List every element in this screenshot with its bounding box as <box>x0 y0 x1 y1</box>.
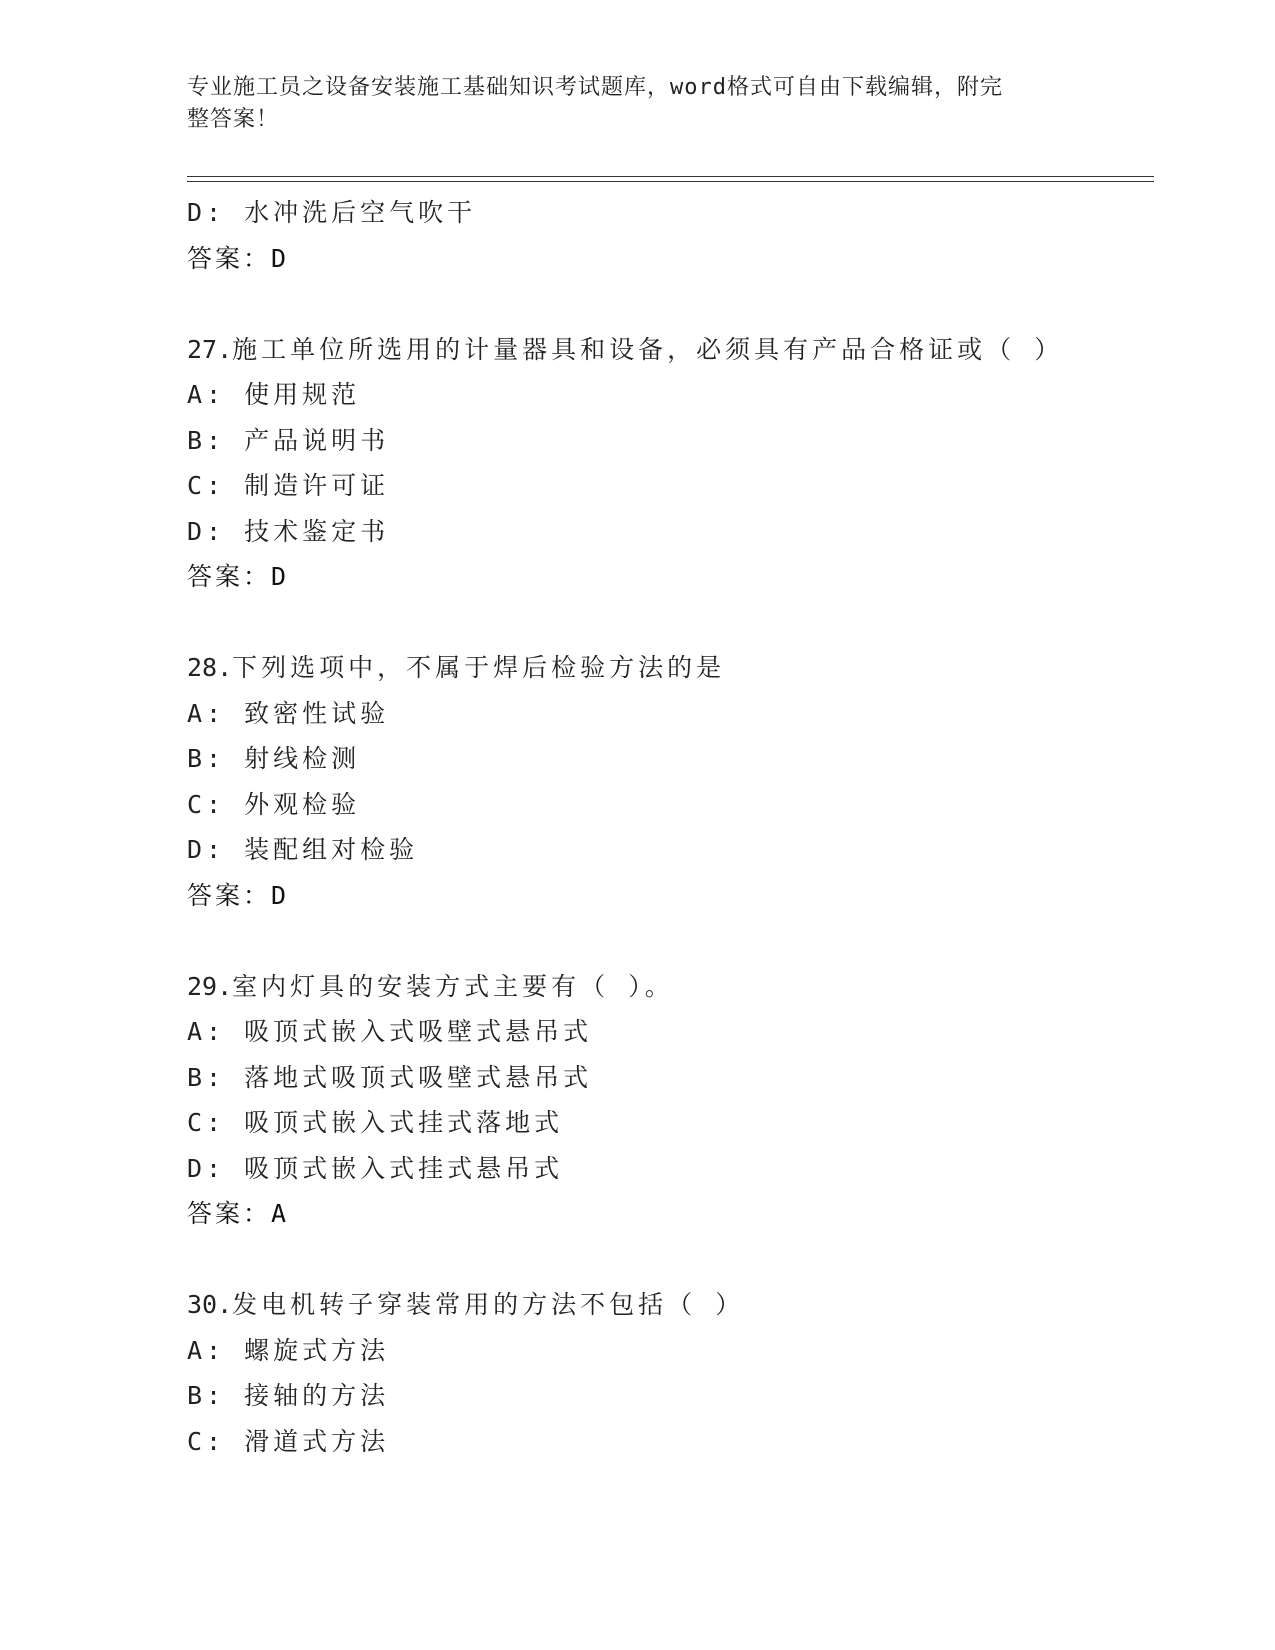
question-28 <box>187 645 1147 691</box>
answer-label: 答案： <box>187 880 272 910</box>
option-b: B: 产品说明书 <box>187 425 390 455</box>
option-a: A: 螺旋式方法 <box>187 1335 390 1365</box>
option-b: B: 接轴的方法 <box>187 1381 390 1410</box>
option-c: C: 外观检验 <box>187 789 361 819</box>
answer-value: A <box>271 1199 288 1228</box>
answer-value: D <box>271 880 288 910</box>
spacer <box>187 600 1147 646</box>
question-number: 29. <box>187 971 233 1001</box>
answer-label: 答案： <box>187 243 272 273</box>
question-text: 下列选项中，不属于焊后检验方法的是 <box>232 653 726 682</box>
question-text: 室内灯具的安装方式主要有（ ）。 <box>232 971 674 1001</box>
question-27 <box>187 327 1147 373</box>
question-number: 28. <box>187 653 233 682</box>
answer-28 <box>187 873 1147 919</box>
spacer <box>187 281 1147 327</box>
question-number: 27. <box>187 334 233 364</box>
option-d: D: 装配组对检验 <box>187 835 419 864</box>
header-divider-top <box>187 176 1154 177</box>
option-c: C: 滑道式方法 <box>187 1426 390 1456</box>
option-d: D: 吸顶式嵌入式挂式悬吊式 <box>187 1153 564 1183</box>
spacer <box>187 1237 1147 1283</box>
answer-value: D <box>271 562 288 591</box>
option-b: B: 射线检测 <box>187 744 361 773</box>
question-text: 施工单位所选用的计量器具和设备，必须具有产品合格证或（ ） <box>232 334 1064 364</box>
prev-option-d: D: 水冲洗后空气吹干 <box>187 198 477 227</box>
option-a: A: 致密性试验 <box>187 698 390 728</box>
spacer <box>187 918 1147 964</box>
question-number: 30. <box>187 1290 233 1319</box>
answer-29 <box>187 1191 1147 1237</box>
document-header <box>187 72 1067 136</box>
header-divider-bottom <box>187 181 1154 182</box>
prev-answer <box>187 236 1147 282</box>
answer-label: 答案： <box>187 1199 272 1228</box>
question-29 <box>187 964 1147 1010</box>
header-line-2: 整答案！ <box>187 107 280 132</box>
answer-label: 答案： <box>187 562 272 591</box>
question-30 <box>187 1282 1147 1328</box>
option-a: A: 使用规范 <box>187 380 361 409</box>
option-c: C: 吸顶式嵌入式挂式落地式 <box>187 1108 564 1137</box>
question-list <box>187 190 1147 1464</box>
option-a: A: 吸顶式嵌入式吸壁式悬吊式 <box>187 1017 593 1046</box>
option-d: D: 技术鉴定书 <box>187 516 390 546</box>
answer-27 <box>187 554 1147 600</box>
header-line-1: 专业施工员之设备安装施工基础知识考试题库，word格式可自由下载编辑，附完 <box>187 75 1003 100</box>
option-b: B: 落地式吸顶式吸壁式悬吊式 <box>187 1062 593 1092</box>
option-c: C: 制造许可证 <box>187 471 390 500</box>
question-text: 发电机转子穿装常用的方法不包括（ ） <box>232 1290 745 1319</box>
answer-value: D <box>271 243 288 273</box>
